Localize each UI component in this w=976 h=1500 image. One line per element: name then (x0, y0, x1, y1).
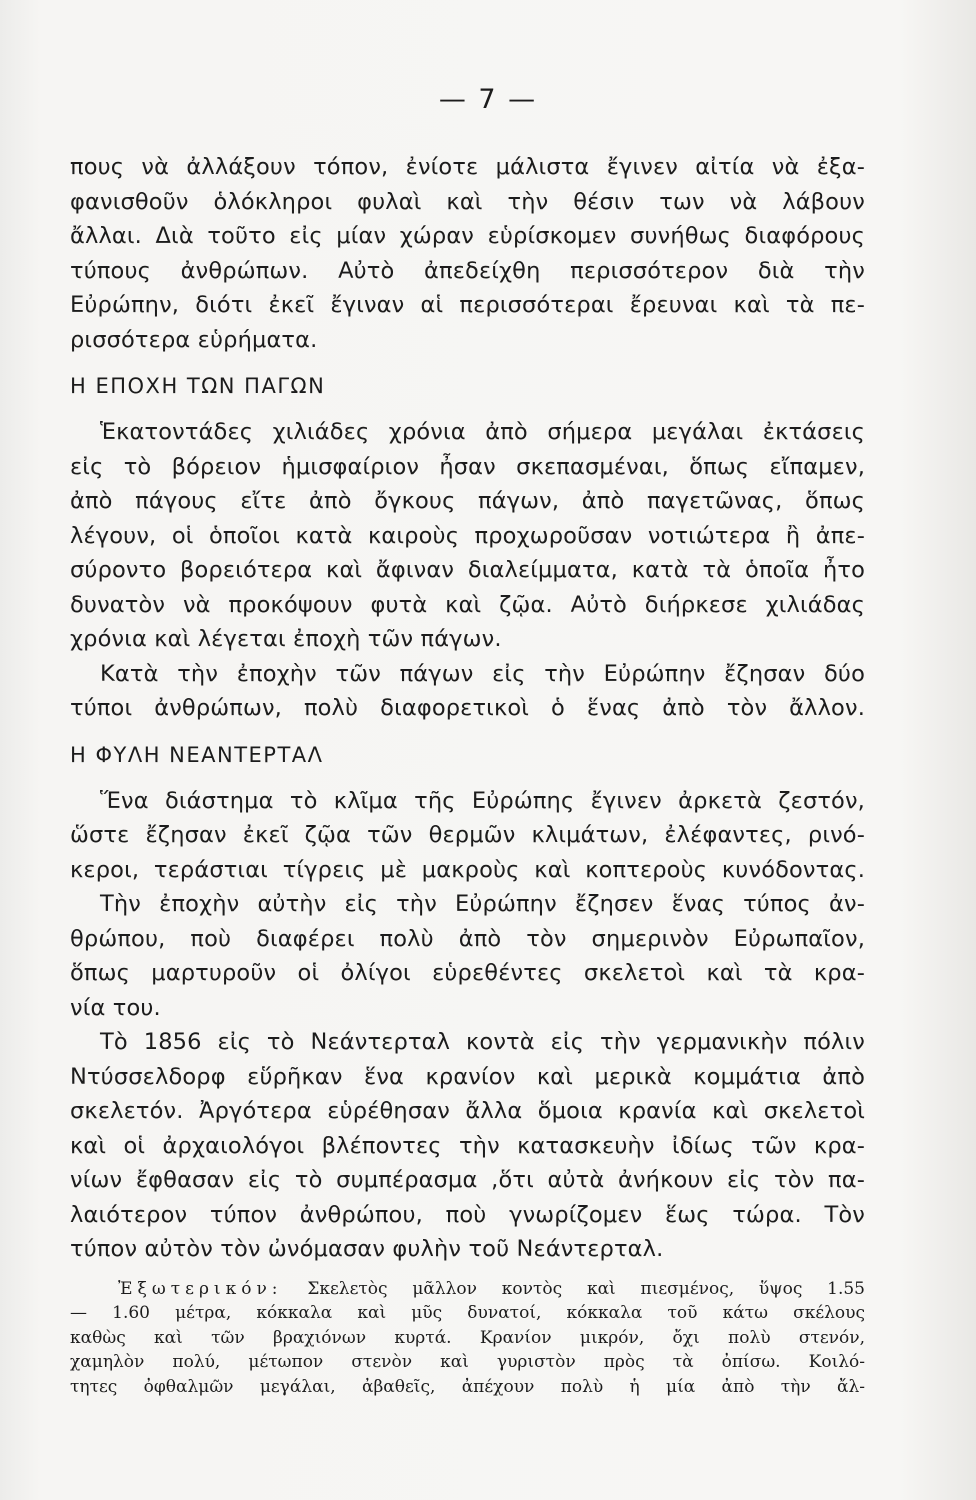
text-line: Τὸ 1856 εἰς τὸ Νεάντερταλ κοντὰ εἰς τὴν γερμανικὴν πόλιν (100, 1029, 865, 1055)
ice-age-paragraph-2 (70, 657, 865, 726)
text-line: νίων ἔφθασαν εἰς τὸ συμπέρασμα ,ὅτι αὐτὰ ἀνήκουν εἰς τὸν πα- (70, 1167, 865, 1193)
text-line: Εὐρώπην, διότι ἐκεῖ ἔγιναν αἱ περισσότεραι ἔρευναι καὶ τὰ πε- (70, 292, 865, 318)
text-line: Ντύσσελδορφ εὕρῆκαν ἕνα κρανίον καὶ μερικὰ κομμάτια ἀπὸ (70, 1063, 865, 1090)
text-line: κεροι, τεράστιαι τίγρεις μὲ μακροὺς καὶ κοπτεροὺς κυνόδοντας. (70, 856, 865, 883)
neanderthal-paragraph-3 (70, 1025, 865, 1267)
text-line: λέγουν, οἱ ὁποῖοι κατὰ καιροὺς προχωροῦσαν νοτιώτερα ἢ ἀπε- (70, 522, 865, 549)
text-line: ὥστε ἔζησαν ἐκεῖ ζῷα τῶν θερμῶν κλιμάτων, ἐλέφαντες, ρινό- (70, 822, 865, 848)
text-line: πους νὰ ἀλλάξουν τόπον, ἐνίοτε μάλιστα ἔγινεν αἰτία νὰ ἐξα- (70, 154, 865, 180)
section-heading-neanderthal: Η ΦΥΛΗ ΝΕΑΝΤΕΡΤΑΛ (70, 742, 324, 767)
footnote-line: χαμηλὸν πολύ, μέτωπον στενὸν καὶ γυριστὸν πρὸς τὰ ὀπίσω. Κοιλό- (70, 1352, 865, 1372)
page-number: — 7 — (438, 84, 538, 115)
text-line: θρώπου, ποὺ διαφέρει πολὺ ἀπὸ τὸν σημερινὸν Εὐρωπαῖον, (70, 925, 865, 952)
footnote-line: — 1.60 μέτρα, κόκκαλα καὶ μῦς δυνατοί, κόκκαλα τοῦ κάτω σκέλους (70, 1303, 865, 1323)
text-line: Ἕνα διάστημα τὸ κλῖμα τῆς Εὐρώπης ἔγινεν ἀρκετὰ ζεστόν, (100, 787, 865, 814)
text-line: ἀπὸ πάγους εἴτε ἀπὸ ὄγκους πάγων, ἀπὸ παγετῶνας, ὅπως (70, 488, 865, 514)
footnote-line: τητες ὀφθαλμῶν μεγάλαι, ἀβαθεῖς, ἀπέχουν πολὺ ἡ μία ἀπὸ τὴν ἄλ- (70, 1376, 865, 1397)
section-heading-ice-age: Η ΕΠΟΧΗ ΤΩΝ ΠΑΓΩΝ (70, 374, 326, 398)
text-line: τύπον αὐτὸν τὸν ὠνόμασαν φυλὴν τοῦ Νεάντερταλ. (70, 1236, 664, 1262)
ice-age-paragraph-1 (70, 415, 865, 657)
text-line: Κατὰ τὴν ἐποχὴν τῶν πάγων εἰς τὴν Εὐρώπην ἔζησαν δύο (100, 660, 865, 687)
text-line: τύποι ἀνθρώπων, πολὺ διαφορετικοὶ ὁ ἕνας ἀπὸ τὸν ἄλλον. (70, 695, 865, 721)
neanderthal-paragraph-2 (70, 887, 865, 1025)
footnote-line (70, 1277, 865, 1302)
footnote (70, 1277, 865, 1400)
text-line: σκελετόν. Ἀργότερα εὑρέθησαν ἄλλα ὅμοια κρανία καὶ σκελετοὶ (70, 1098, 865, 1124)
text-line: σύροντο βορειότερα καὶ ἄφιναν διαλείμματα, κατὰ τὰ ὁποῖα ἦτο (70, 557, 865, 583)
footnote-label: Ἐξωτερικόν: (118, 1278, 283, 1299)
text-line: ρισσότερα εὑρήματα. (70, 326, 318, 353)
text-line: Ἑκατοντάδες χιλιάδες χρόνια ἀπὸ σήμερα μεγάλαι ἐκτάσεις (100, 419, 865, 445)
text-line: δυνατὸν νὰ προκόψουν φυτὰ καὶ ζῷα. Αὐτὸ διήρκεσε χιλιάδας (70, 591, 865, 618)
text-line: νία του. (70, 994, 161, 1021)
text-line: ὅπως μαρτυροῦν οἱ ὀλίγοι εὑρεθέντες σκελετοὶ καὶ τὰ κρα- (70, 960, 865, 986)
text-line: Τὴν ἐποχὴν αὐτὴν εἰς τὴν Εὐρώπην ἔζησεν ἕνας τύπος ἀν- (100, 891, 865, 917)
text-line: φανισθοῦν ὁλόκληροι φυλαὶ καὶ τὴν θέσιν των νὰ λάβουν (70, 188, 865, 215)
text-line: ἄλλαι. Διὰ τοῦτο εἰς μίαν χώραν εὑρίσκομεν συνήθως διαφόρους (70, 223, 865, 249)
text-line: λαιότερον τύπον ἀνθρώπου, ποὺ γνωρίζομεν ἕως τώρα. Τὸν (70, 1201, 865, 1228)
neanderthal-paragraph-1 (70, 784, 865, 888)
intro-paragraph (70, 150, 865, 357)
text-line: καὶ οἱ ἀρχαιολόγοι βλέποντες τὴν κατασκευὴν ἰδίως τῶν κρα- (70, 1132, 865, 1159)
footnote-text: Σκελετὸς μᾶλλον κοντὸς καὶ πιεσμένος, ὕψος 1.55 (307, 1278, 866, 1299)
text-line: τύπους ἀνθρώπων. Αὐτὸ ἀπεδείχθη περισσότερον διὰ τὴν (70, 257, 865, 284)
footnote-line: καθὼς καὶ τῶν βραχιόνων κυρτά. Κρανίον μικρόν, ὄχι πολὺ στενόν, (70, 1327, 865, 1348)
page-body (70, 150, 865, 1399)
text-line: χρόνια καὶ λέγεται ἐποχὴ τῶν πάγων. (70, 626, 502, 652)
text-line: εἰς τὸ βόρειον ἡμισφαίριον ἦσαν σκεπασμέναι, ὅπως εἴπαμεν, (70, 453, 865, 480)
